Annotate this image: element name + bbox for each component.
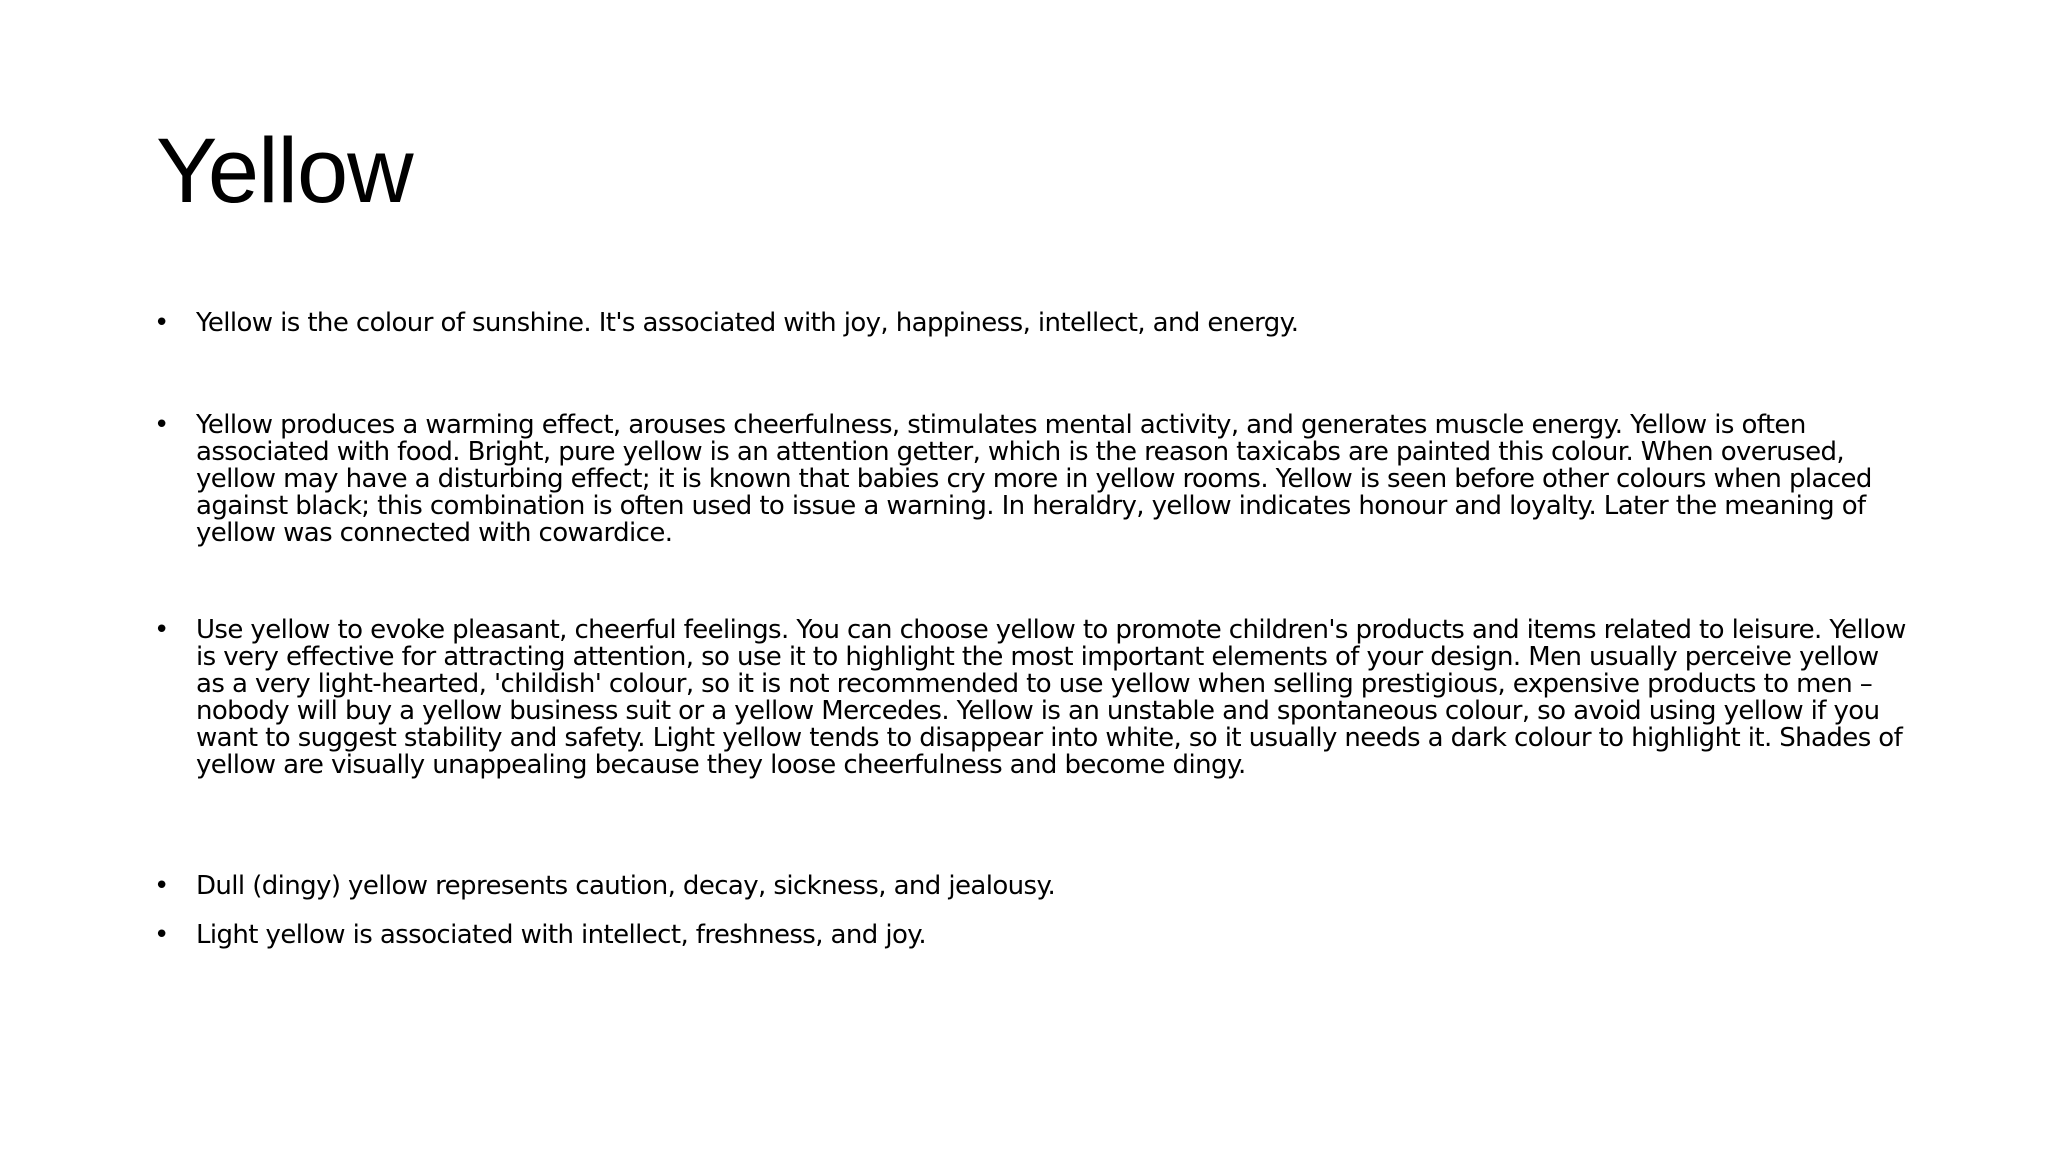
bullet-item [150,922,1910,949]
bullet-dot-icon: • [154,871,170,901]
bullet-item [150,617,1910,779]
bullet-dot-icon: • [154,308,170,338]
bullet-dot-icon: • [154,410,170,440]
bullet-item [150,412,1910,547]
bullet-item [150,310,1910,337]
bullet-text: Yellow produces a warming effect, arouses cheerfulness, stimulates mental activity, and generates muscle energy. Yellow is often associated with food. Bright, pure yellow is an attention getter, which is the reason taxicabs are painted this colour. When overused, yellow may have a disturbing effect; it is known that babies cry more in yellow rooms. Yellow is seen before other colours when placed against black; this combination is often used to issue a warning. In heraldry, yellow indicates honour and loyalty. Later the meaning of yellow was connected with cowardice. [196,410,1872,548]
slide-title: Yellow [156,120,413,222]
bullet-dot-icon: • [154,615,170,645]
bullet-dot-icon: • [154,920,170,950]
bullet-text: Yellow is the colour of sunshine. It's associated with joy, happiness, intellect, and energy. [196,308,1299,338]
bullet-item [150,873,1910,900]
bullet-text: Use yellow to evoke pleasant, cheerful feelings. You can choose yellow to promote children's products and items related to leisure. Yellow is very effective for attracting attention, so use it to highlight the most important elements of your design. Men usually perceive yellow as a very light-hearted, 'childish' colour, so it is not recommended to use yellow when selling prestigious, expensive products to men – nobody will buy a yellow business suit or a yellow Mercedes. Yellow is an unstable and spontaneous colour, so avoid using yellow if you want to suggest stability and safety. Light yellow tends to disappear into white, so it usually needs a dark colour to highlight it. Shades of yellow are visually unappealing because they loose cheerfulness and become dingy. [196,615,1906,780]
bullet-text: Light yellow is associated with intellect, freshness, and joy. [196,920,927,950]
bullet-text: Dull (dingy) yellow represents caution, decay, sickness, and jealousy. [196,871,1056,901]
